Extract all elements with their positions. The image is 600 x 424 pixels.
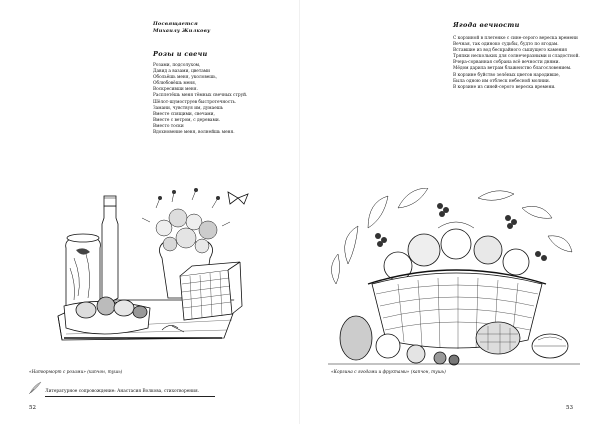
poem-line: С корзиной в плетенке с сине-серого вереска времени (453, 36, 578, 41)
page-number-left: 52 (29, 405, 36, 411)
poem-line: Воскресивши меня. (153, 87, 198, 93)
poem-line: Тряпки нескольких для солнечеразными и сладостной. (453, 54, 580, 60)
poem-text (453, 36, 580, 91)
poem-title: Розы и свечи (153, 50, 208, 58)
poem-text (153, 63, 247, 136)
poem-line: Была одною им отблеск небесной молнии. (453, 78, 551, 84)
poem-line: Вместо тоски (153, 123, 184, 129)
poem-line: Вместе с ветром, с деревами. (153, 117, 221, 123)
right-page (300, 0, 600, 424)
poem-line: В корзине из синей-серого вереска времени. (453, 84, 556, 90)
poem-line: Розами, подсолухом, (153, 63, 201, 68)
dedication-line: Михаилу Жилкову (153, 27, 211, 34)
basket-drawing (328, 188, 580, 370)
poem-line: Вчера-сорванная собрана всё вечности днями. (453, 60, 560, 66)
poem-line: Давид а вазами, цветами (153, 69, 210, 75)
dedication-line: Посвящается (153, 21, 198, 27)
poem-line: Вставшие из вод бескрайного сышущего камения (453, 48, 567, 54)
credit-underline (45, 396, 215, 397)
poem-line: Расплетёшь меня тёмных свечных струй. (153, 93, 248, 99)
poem-line: Обольёшь меня, уколовешь, (153, 75, 217, 81)
poem-line: Облюбовёшь меня, (153, 81, 197, 87)
poem-line: Вместе спящими, свечами, (153, 111, 215, 117)
poem-line: Вдохновение меня, волнейшь меня. (153, 130, 235, 136)
quill-icon (28, 381, 42, 395)
page-number-right: 53 (566, 405, 573, 411)
poem-line: Замани, чувствуя им, думаешь (153, 105, 224, 111)
still-life-drawing (52, 188, 252, 368)
poem-line: Мёдом дарила ветрам блаженство благословением. (453, 66, 572, 72)
poem-title: Ягода вечности (453, 21, 520, 29)
poem-line: В корзине буйство зелёных цветов народивше, (453, 72, 560, 78)
dedication (153, 21, 210, 34)
poem-line: Шёлот-шумоструев быстротечность. (153, 99, 237, 105)
poem-line: Вечная, так одиноко судьбы, будто по ягодам. (453, 42, 559, 48)
right-caption: «Корзина с ягодами и фруктами» (капчон, тушь) (331, 370, 446, 375)
left-caption: «Натюрморт с розами» (капчон, тушь) (29, 370, 123, 375)
credit-text: Литературное сопровождение: Анастасия Волкова, стихотворения. (45, 389, 200, 394)
